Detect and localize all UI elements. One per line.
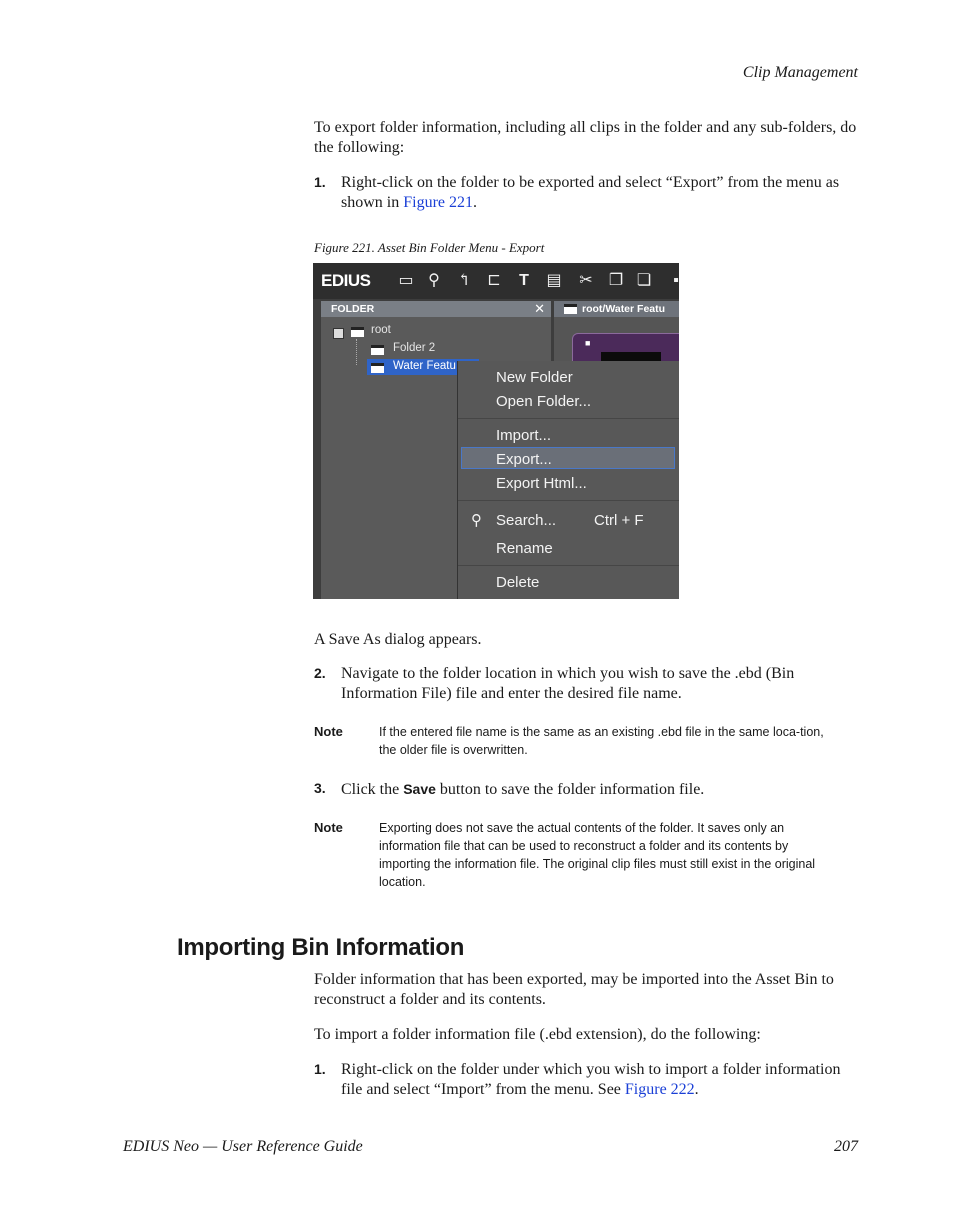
context-menu (457, 361, 679, 599)
step-3-text: Click the Save button to save the folder information file. (341, 781, 705, 798)
menu-selection-highlight (461, 447, 675, 469)
asset-bin-toolbar (313, 263, 679, 299)
menu-separator (458, 418, 679, 419)
folder-icon (371, 363, 384, 373)
clip-view-path: root/Water Featu (554, 301, 679, 317)
menu-item-delete[interactable]: Delete (496, 574, 540, 591)
note-1-text: If the entered file name is the same as an existing .ebd file in the same loca-tion, the older file is overwritten. (379, 725, 824, 757)
step-2-text: Navigate to the folder location in which you wish to save the .ebd (Bin Information File) file and enter the desired file name. (341, 665, 795, 702)
search-icon[interactable]: ⚲ (428, 272, 440, 289)
import-step-1-number: 1. (314, 1061, 326, 1077)
up-icon[interactable]: ↰ (457, 272, 471, 289)
monitor-icon[interactable]: ▤ (546, 272, 562, 289)
import-step-1-text: Right-click on the folder under which you wish to import a folder information file and select “Import” from the menu. See Figure 222. (341, 1061, 841, 1098)
menu-item-export[interactable]: Export... (496, 451, 552, 468)
folder-icon (564, 304, 577, 314)
menu-item-new-folder[interactable]: New Folder (496, 369, 573, 386)
import-paragraph-2: To import a folder information file (.ebd extension), do the following: (314, 1026, 761, 1043)
page-number: 207 (834, 1138, 858, 1155)
figure-222-link[interactable]: Figure 222 (624, 1081, 695, 1098)
figure-caption: Figure 221. Asset Bin Folder Menu - Export (314, 240, 545, 255)
tree-line (356, 339, 358, 365)
folder-icon (351, 327, 364, 337)
cut-icon[interactable]: ✂ (579, 272, 593, 289)
note-2-label: Note (314, 820, 343, 835)
menu-item-export-html[interactable]: Export Html... (496, 475, 587, 492)
collapse-icon[interactable] (333, 328, 344, 339)
search-shortcut: Ctrl + F (594, 512, 644, 529)
asset-bin-screenshot (313, 263, 679, 599)
tree-item-folder-2[interactable]: Folder 2 (393, 342, 436, 354)
step-1-text: Right-click on the folder to be exported and select “Export” from the menu as shown in Figure 221. (341, 174, 840, 211)
menu-item-open-folder[interactable]: Open Folder... (496, 393, 592, 410)
folder-pane-header: FOLDER (321, 301, 551, 317)
edius-logo: EDIUS (321, 271, 371, 290)
title-icon[interactable]: T (519, 272, 529, 289)
menu-item-rename[interactable]: Rename (496, 540, 553, 557)
extra-icon[interactable]: ▪ (673, 272, 679, 289)
menu-separator (458, 565, 679, 566)
tree-item-root[interactable]: root (371, 324, 391, 336)
note-2-text: Exporting does not save the actual contents of the folder. It saves only an information file that can be used to reconstruct a folder and its contents by importing the information file. The original clip files must still exist in the original location. (379, 821, 816, 889)
menu-item-import[interactable]: Import... (496, 427, 552, 444)
menu-separator (458, 500, 679, 501)
menu-item-search[interactable]: Search... (496, 512, 557, 529)
step-3-number: 3. (314, 780, 326, 796)
camera-icon: ■ (585, 338, 591, 348)
new-folder-icon[interactable]: ⊏ (487, 272, 501, 289)
tree-item-water-features[interactable]: Water Featu (393, 360, 456, 372)
note-1-label: Note (314, 724, 343, 739)
step-2-number: 2. (314, 665, 326, 681)
footer-title: EDIUS Neo — User Reference Guide (123, 1138, 363, 1155)
folder-icon[interactable]: ▭ (398, 272, 414, 289)
step-1-number: 1. (314, 174, 326, 190)
running-header: Clip Management (742, 64, 858, 81)
folder-icon (371, 345, 384, 355)
close-icon[interactable]: ✕ (534, 301, 545, 316)
copy-icon[interactable]: ❐ (608, 272, 624, 289)
save-button-label: Save (403, 781, 436, 797)
search-icon: ⚲ (471, 512, 482, 529)
save-as-paragraph: A Save As dialog appears. (314, 631, 482, 648)
section-heading: Importing Bin Information (177, 934, 465, 961)
import-paragraph-1: Folder information that has been exported, may be imported into the Asset Bin to reconstruct a folder and its contents. (314, 971, 834, 1008)
figure-221-link[interactable]: Figure 221 (403, 194, 474, 211)
paste-icon[interactable]: ❏ (636, 272, 652, 289)
intro-paragraph: To export folder information, including all clips in the folder and any sub-folders, do the following: (314, 119, 857, 156)
